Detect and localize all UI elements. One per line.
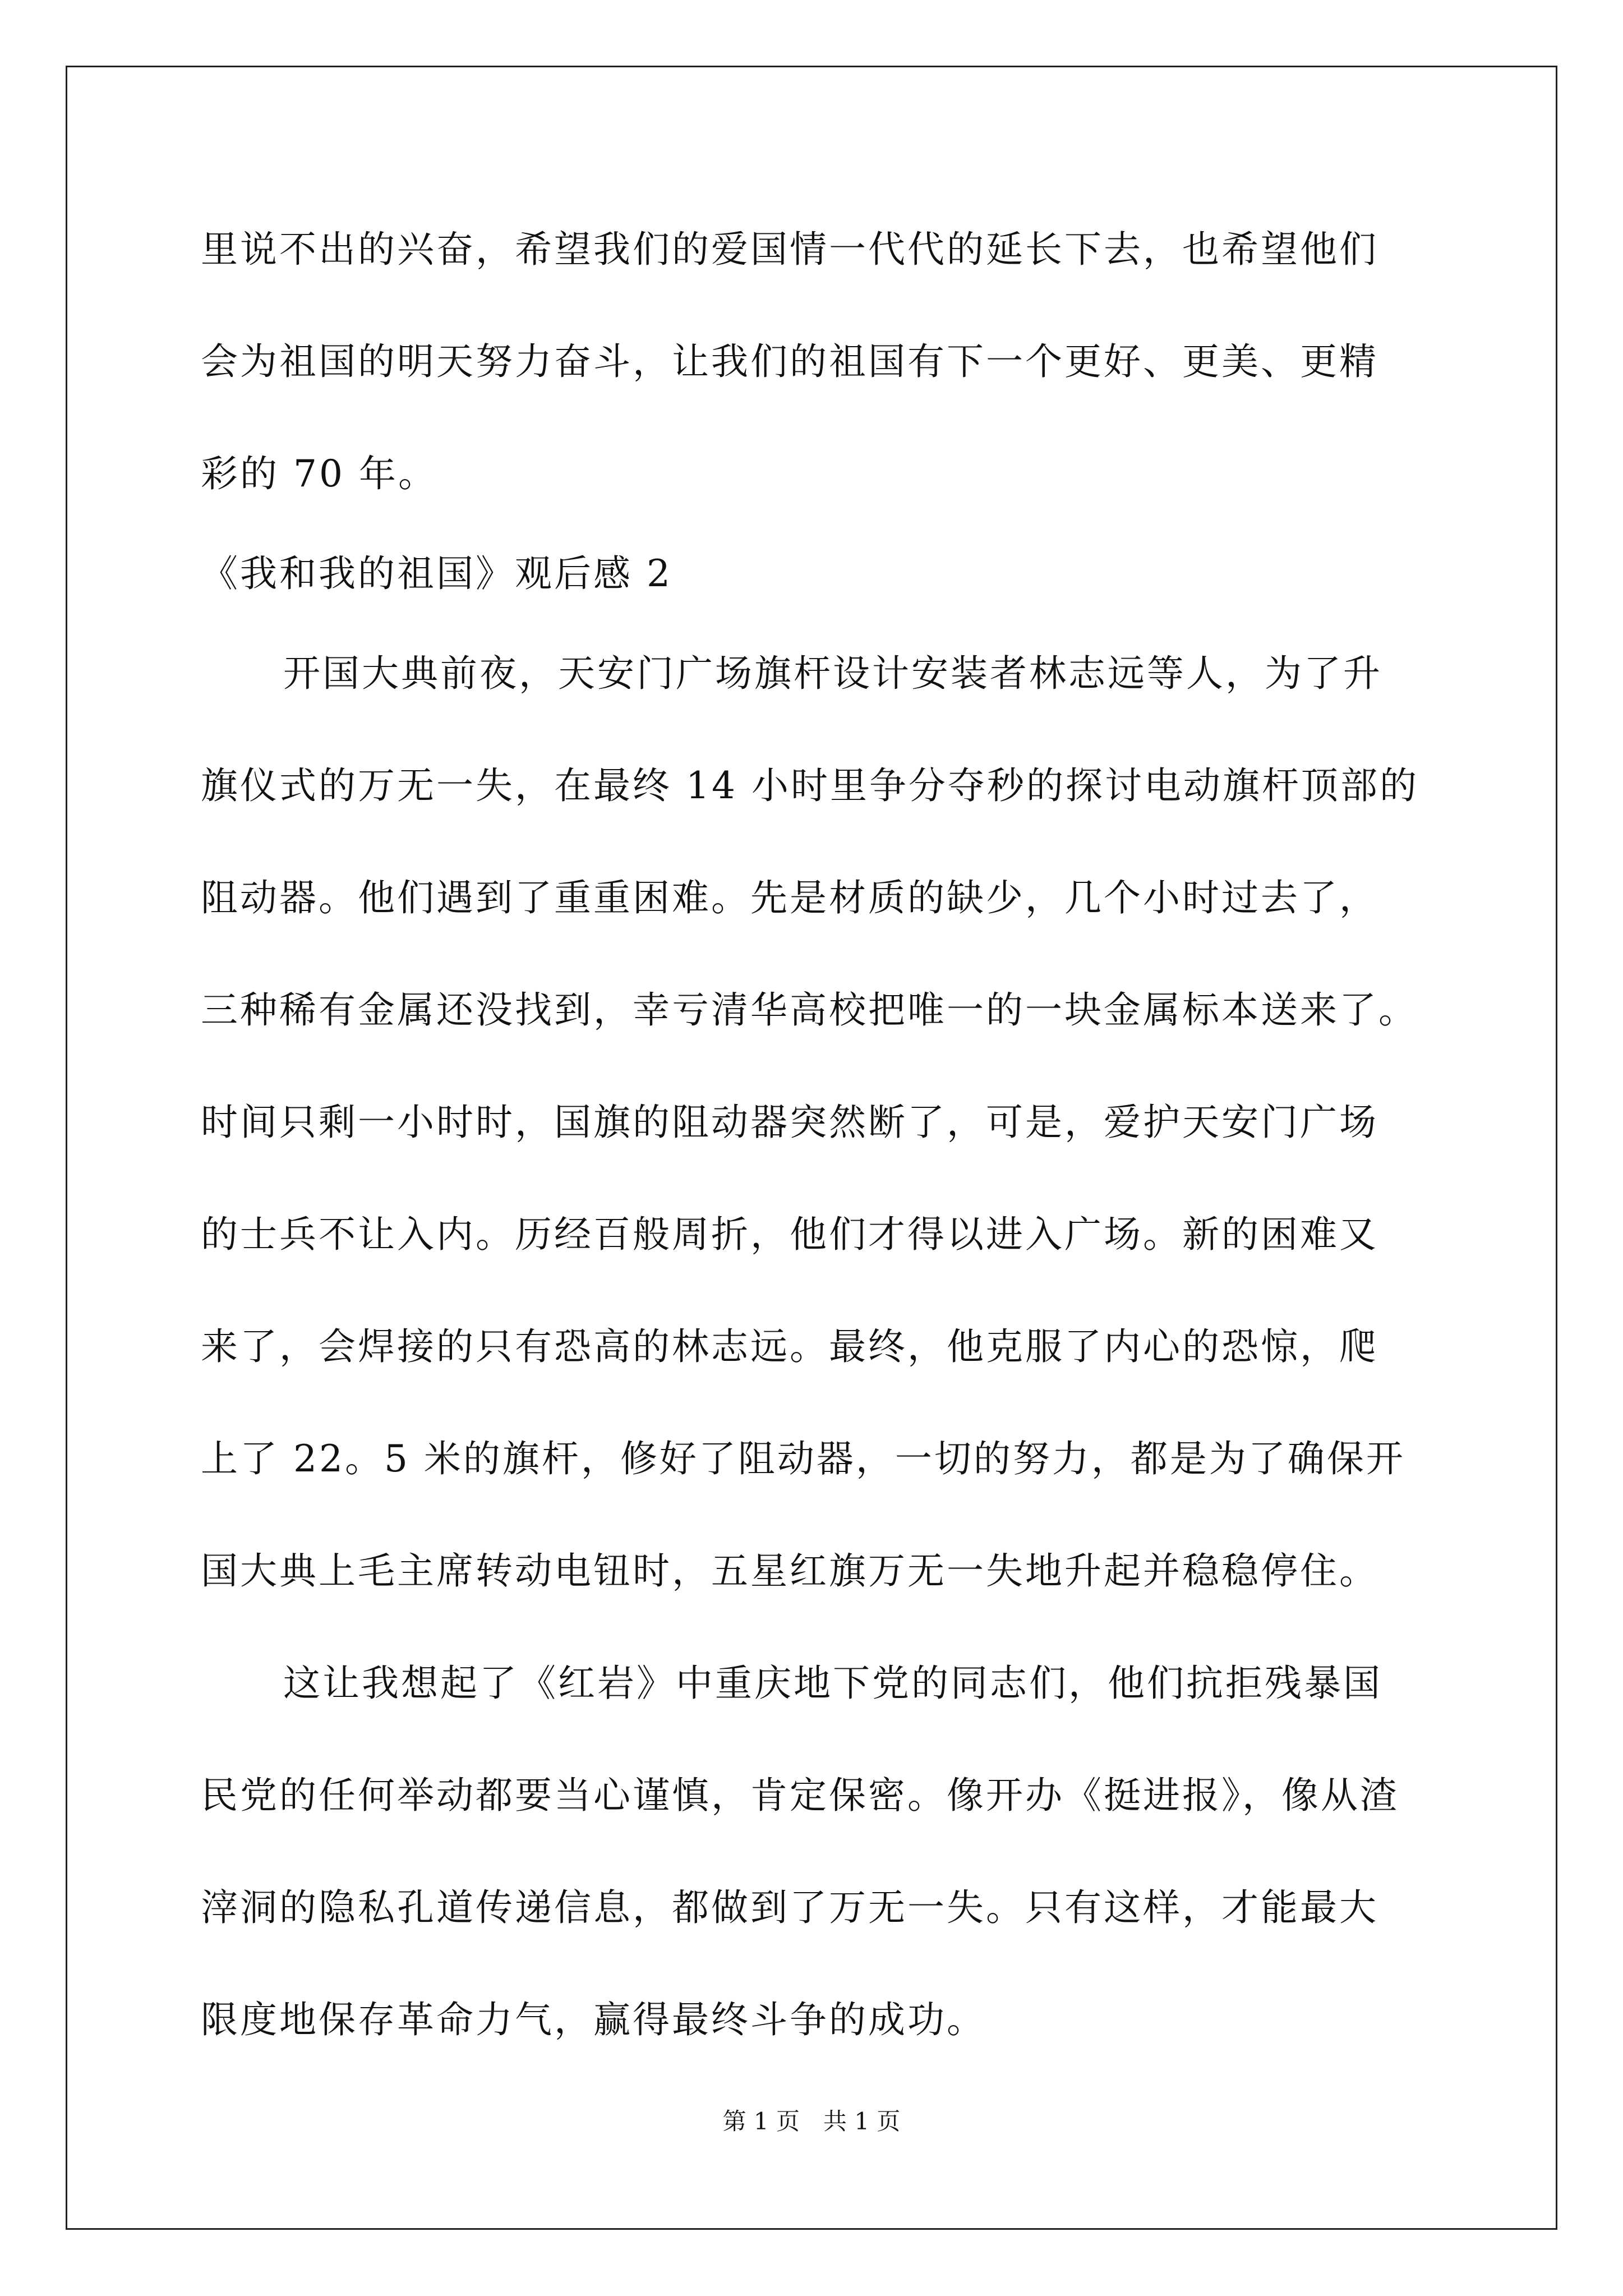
text-line: 旗仪式的万无一失，在最终 14 小时里争分夺秒的探讨电动旗杆顶部的 [201, 764, 1419, 807]
text-line: 彩的 70 年。 [201, 452, 437, 495]
text-line: 的士兵不让入内。历经百般周折，他们才得以进入广场。新的困难又 [201, 1213, 1378, 1256]
text-line: 滓洞的隐私孔道传递信息，都做到了万无一失。只有这样，才能最大 [201, 1886, 1378, 1929]
section-title: 《我和我的祖国》观后感 2 [201, 552, 672, 595]
text-line: 民党的任何举动都要当心谨慎，肯定保密。像开办《挺进报》，像从渣 [201, 1774, 1399, 1817]
text-line: 来了，会焊接的只有恐高的林志远。最终，他克服了内心的恐惊，爬 [201, 1325, 1378, 1368]
text-line: 会为祖国的明天努力奋斗，让我们的祖国有下一个更好、更美、更精 [201, 340, 1378, 383]
text-line: 时间只剩一小时时，国旗的阻动器突然断了，可是，爱护天安门广场 [201, 1101, 1378, 1144]
text-line: 阻动器。他们遇到了重重困难。先是材质的缺少，几个小时过去了， [201, 876, 1378, 919]
text-line: 开国大典前夜，天安门广场旗杆设计安装者林志远等人，为了升 [283, 652, 1382, 695]
text-line: 这让我想起了《红岩》中重庆地下党的同志们，他们抗拒残暴国 [283, 1662, 1382, 1705]
text-line: 里说不出的兴奋，希望我们的爱国情一代代的延长下去，也希望他们 [201, 228, 1378, 271]
text-line: 国大典上毛主席转动电钮时，五星红旗万无一失地升起并稳稳停住。 [201, 1549, 1378, 1593]
page-number: 第 1 页 共 1 页 [722, 2108, 901, 2135]
text-line: 限度地保存革命力气，赢得最终斗争的成功。 [201, 1998, 986, 2041]
text-line: 上了 22。5 米的旗杆，修好了阻动器，一切的努力，都是为了确保开 [201, 1437, 1405, 1480]
text-line: 三种稀有金属还没找到，幸亏清华高校把唯一的一块金属标本送来了。 [201, 988, 1418, 1032]
